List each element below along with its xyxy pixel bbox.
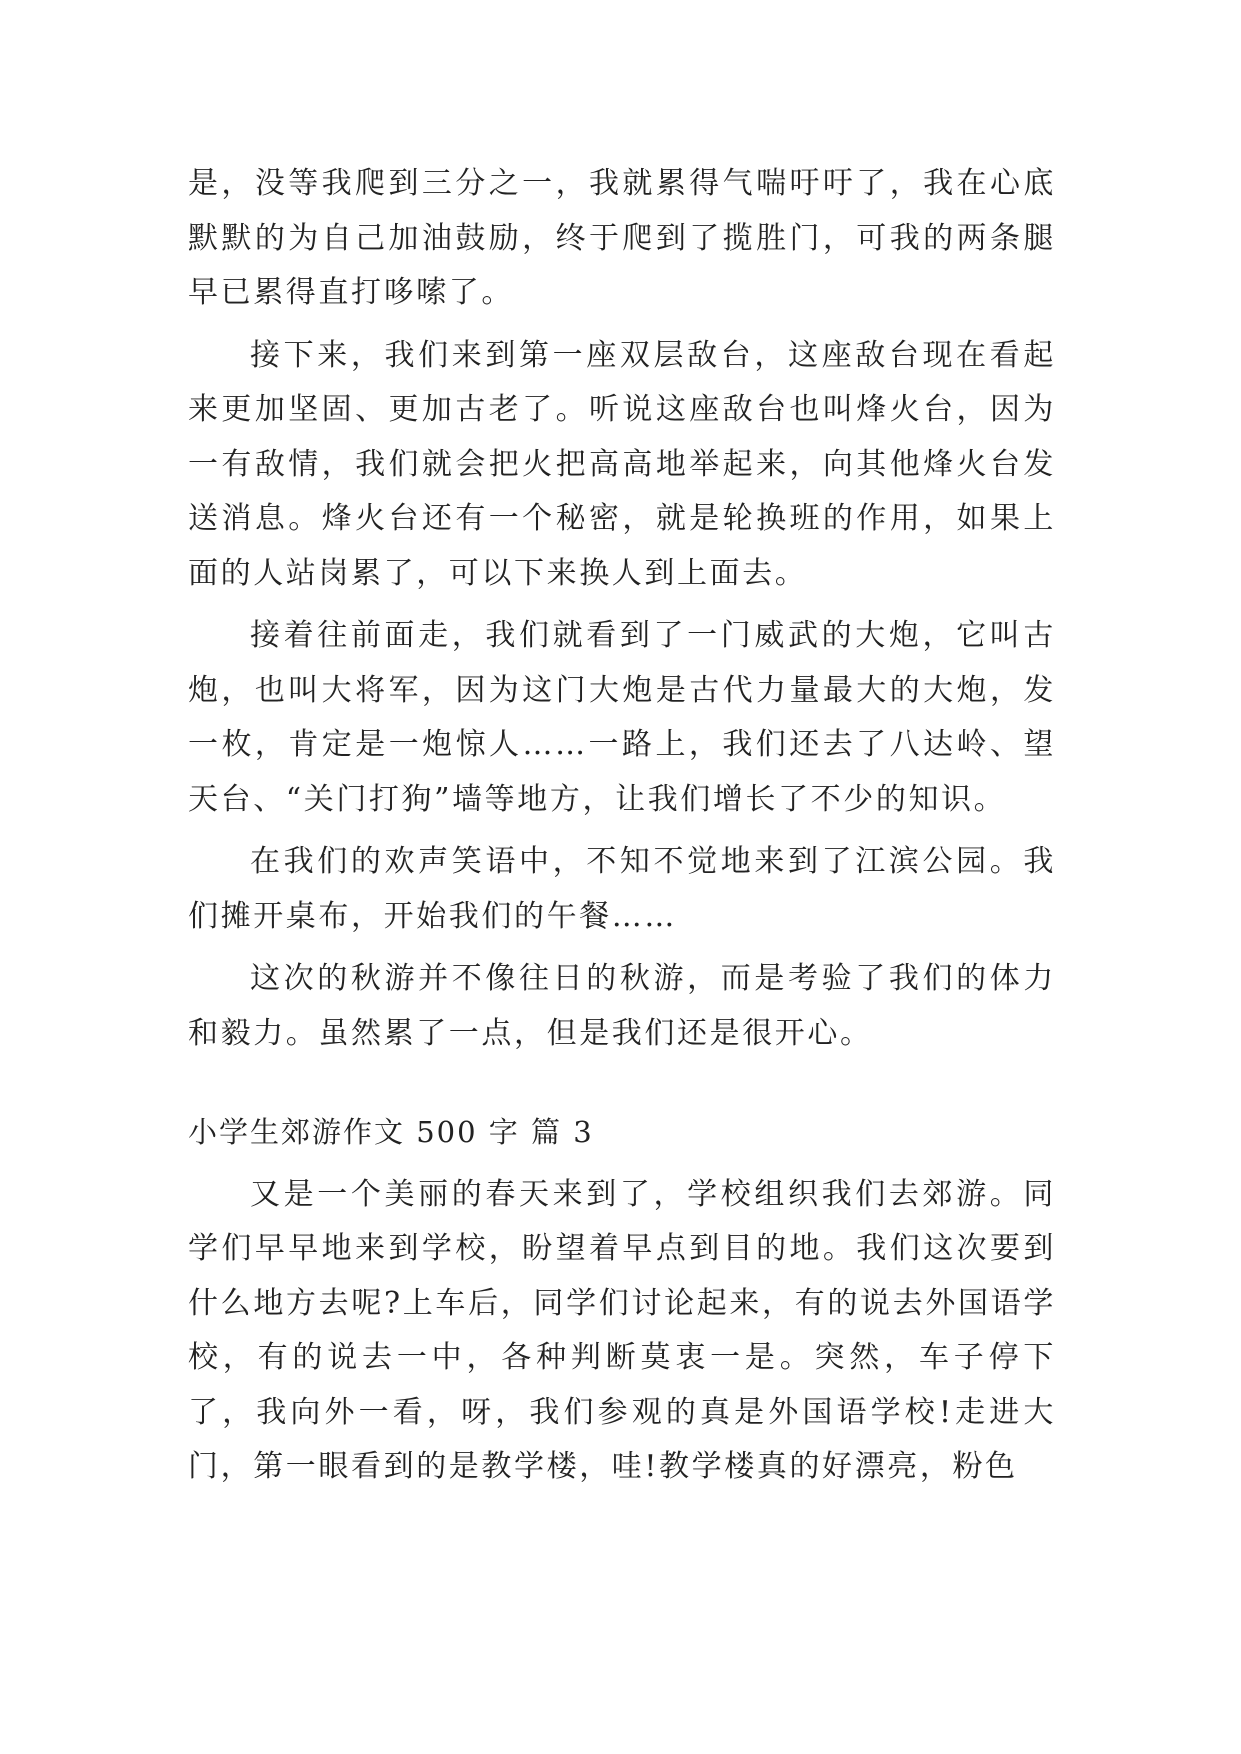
- paragraph-cannon: 接着往前面走，我们就看到了一门威武的大炮，它叫古炮，也叫大将军，因为这门大炮是古代力量最大的大炮，发一枚，肯定是一炮惊人……一路上，我们还去了八达岭、望天台、“关门打狗”墙等地方，让我们增长了不少的知识。: [188, 618, 1056, 817]
- document-body: [188, 157, 1056, 1503]
- paragraph-conclusion: 这次的秋游并不像往日的秋游，而是考验了我们的体力和毅力。虽然累了一点，但是我们还是很开心。: [188, 961, 1056, 1051]
- paragraph-beacon-tower: 接下来，我们来到第一座双层敌台，这座敌台现在看起来更加坚固、更加古老了。听说这座敌台也叫烽火台，因为一有敌情，我们就会把火把高高地举起来，向其他烽火台发送消息。烽火台还有一个秘密，就是轮换班的作用，如果上面的人站岗累了，可以下来换人到上面去。: [188, 337, 1056, 591]
- paragraph-continuation: 是，没等我爬到三分之一，我就累得气喘吁吁了，我在心底默默的为自己加油鼓励，终于爬到了揽胜门，可我的两条腿早已累得直打哆嗦了。: [188, 166, 1056, 310]
- section-title: 小学生郊游作文 500 字 篇 3: [188, 1115, 594, 1149]
- paragraph-lunch: 在我们的欢声笑语中，不知不觉地来到了江滨公园。我们摊开桌布，开始我们的午餐……: [188, 844, 1056, 934]
- paragraph-spring-outing: 又是一个美丽的春天来到了，学校组织我们去郊游。同学们早早地来到学校，盼望着早点到目的地。我们这次要到什么地方去呢?上车后，同学们讨论起来，有的说去外国语学校，有的说去一中，各种判断莫衷一是。突然，车子停下了，我向外一看，呀，我们参观的真是外国语学校!走进大门，第一眼看到的是教学楼，哇!教学楼真的好漂亮，粉色: [188, 1176, 1056, 1484]
